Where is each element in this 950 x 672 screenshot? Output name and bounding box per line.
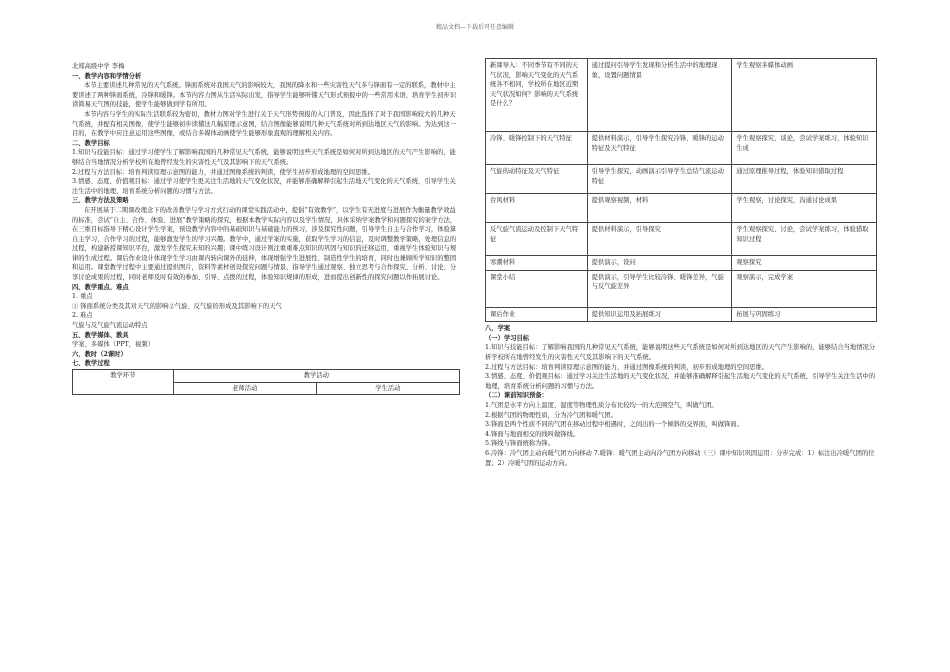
section-3-title: 三、教学方法及策略 [72, 197, 129, 205]
knowledge-line-4: 4.锋面与地面相交的线叫做锋线。 [485, 430, 580, 438]
section-1-paragraph-1: 本节主要讲述几种常见的天气系统。锋面系统对我国天气的影响较大，我国的降水和一些灾害性天气多与锋面有一定的联系，教材中主要讲述了两种锋面系统，冷锋和暖锋。本节内容力图从生活实际出发，指导学生能够听懂天气形式预报中的一些常用术语，培育学生初步识读简易天气图的技能，使学生能够做到学有所用。 [72, 82, 457, 109]
author-line: 北郑高级中学 李梅 [72, 63, 125, 70]
table-cell: 学生观察探究、谈论，尝试学案练习，体验知识生成 [732, 132, 877, 165]
table-cell: 拓展与巩固练习 [732, 307, 877, 322]
section-4-line-2: ① 锋面系统分类及其对天气的影响②气旋、反气旋的形成及其影响下的天气 [72, 302, 282, 310]
table-row [486, 165, 877, 194]
table-cell: 观察演示，完成学案 [732, 270, 877, 307]
table-cell: 观察探究 [732, 256, 877, 271]
section-8-subtitle-1: （一）学习目标 [485, 334, 530, 342]
table-cell: 新课导入：不同季节有不同的天气状况，影响天气变化的天气系统各不相同，学校所在地区近期天气状况如何？影响的天气系统是什么？ [486, 59, 588, 132]
section-5-title: 五、教学媒体、教具 [72, 331, 129, 339]
section-2-item-3: 3.情感、态度、价值观目标：通过学习使学生更关注生活地的天气变化状况，并能够准确解释引起生活地天气变化的天气系统，引导学生关注生活中的地理，培育系统分析问题的习惯与方法。 [72, 178, 456, 195]
table-cell: 学生观察，讨论探究，沟通讨论成果 [732, 194, 877, 223]
table-cell: 气旋的动特征及天气特征 [486, 165, 588, 194]
table-cell: 台风材料 [486, 194, 588, 223]
study-plan [485, 324, 877, 468]
table-cell: 课后作业 [486, 307, 588, 322]
table-cell: 学生观察探究、讨论，尝试学案练习，体验猎取知识过程 [732, 223, 877, 256]
section-8-title: 八、学案 [485, 325, 511, 333]
knowledge-line-2: 2.根据气团的物理性质，分为冷气团和暖气团。 [485, 411, 617, 419]
table-row [486, 223, 877, 256]
right-column [485, 58, 877, 468]
table-cell: 提供材料演示，引导探究 [587, 223, 732, 256]
section-4-line-4: 气旋与反气旋气流运动特点 [72, 322, 148, 330]
table-cell: 反气旋气流运动及控制下天气特征 [486, 223, 588, 256]
lesson-activity-table [485, 58, 877, 322]
left-column [72, 62, 460, 395]
section-7-title: 七、教学过程 [72, 360, 110, 368]
table-cell: 提供观察视频，材料 [587, 194, 732, 223]
section-8-subtitle-2: （二）课前知识预备： [485, 392, 548, 400]
table-row [486, 307, 877, 322]
table-row [486, 270, 877, 307]
knowledge-line-3: 3.锋面是两个性质不同的气团在移动过程中相遇时，之间出的一个倾斜的交界面，叫做锋面。 [485, 421, 743, 429]
table-row [486, 256, 877, 271]
section-4-line-3: 2. 难点 [72, 312, 93, 320]
table-row [486, 194, 877, 223]
table-cell: 寒潮材料 [486, 256, 588, 271]
table-cell: 提供材料演示，引导学生探究冷锋、暖锋的运动特征及天气特征 [587, 132, 732, 165]
section-3-paragraph: 在开展基于二期课改理念下的改善教学与学习方式行动的课堂实践活动中，提倡“有效教学”，以学生有无进度与进展作为衡量教学效益的标准，尝试“自主、合作、体验、进展”教学策略的探究，根据本教学实际内容以及学生情况，具体采纳学案教学和问题探究的案学方法，在三维目标指导下精心设计学生学案，预设教学内容中的基础知识与基础能力的预习，涉及探究性问题，引导学生自主与合作学习，体验算自主学习、合作学习的过程，能够激发学生的学习兴趣。教学中，通过学案的实施，获取学生学习的信息，及时调整教学策略，处理信息的过程，构建新授课知识平台，激发学生探究未知的兴趣；课中练习设计则注重重难点知识的巩固与知识的迁移运用，重视学生体验知识与规律的生成过程。课后作业设计体现学生学习由课内转向课外的延伸，体现增强学生进展性、制造性学生的培育，同时也兼顾所学知识的整固和运用。课堂教学过程中主要通过提供图片，资料等素材创设探究问题与情景，指导学生通过观察、独立思考与合作探究、分析、讨论、分享讨论成果的过程，同时老师及时有效的参加、引导、点拨的过程，体验知识规律的形成，进而提出创新性的探究问题以作拓展讨论。 [72, 206, 457, 282]
table-cell: 学生观察多媒体动画 [732, 59, 877, 132]
section-4-title: 四、教学重点、难点 [72, 283, 129, 291]
table-cell: 课堂小结 [486, 270, 588, 307]
table-row [486, 59, 877, 132]
header-note: 精品文档---下载后可任意编辑 [435, 24, 515, 31]
table-cell: 提供演示，设问 [587, 256, 732, 271]
section-5-line-1: 学案、多媒体（PPT，视频） [72, 341, 154, 349]
table-cell: 引导学生探究，动画演示引导学生总结气流运动特征 [587, 165, 732, 194]
section-2-item-1: 1.知识与技能目标：通过学习使学生了解影响我国的几种常见天气系统，能够说明这些天气系统是如何对所到达地区的天气产生影响的，能够结合当地情况分析学校所在地曾经发生的灾害性天气及其影响下的天气系统。 [72, 149, 456, 166]
table-cell: 通过提问引导学生发现和分析生活中的地理现象，设置问题情景 [587, 59, 732, 132]
section-1-paragraph-2: 本节内容与学生的实际生活联系较为密切，教材力图对学生进行关于天气形势预报的入门普及，因此选择了对于我国影响较大的几种天气系统，并配有相关图像，使学生能够初步读懂这几幅原理示意图，结合图像能够说明几种天气系统对所到达地区天气的影响。为达到这一目的，在教学中应注意运用这些图像，或结合多媒体动画使学生能够形象直观的理解相关内容。 [72, 110, 457, 138]
process-table-header-stage: 教学环节 [73, 370, 174, 395]
table-cell: 冷锋、暖锋控制下的天气特征 [486, 132, 588, 165]
section-8-item-1: 1.知识与技能目标：了解影响我国的几种常见天气系统，能够说明这些天气系统是如何对所到达地区的天气产生影响的，能够结合当地情况分析学校所在地曾经发生的灾害性天气及其影响下的天气系统。 [485, 344, 876, 361]
table-cell: 提供演示，引导学生比较冷锋、暖锋差异，气旋与反气旋差异 [587, 270, 732, 307]
process-table [72, 369, 460, 395]
table-row [486, 132, 877, 165]
process-table-header-teacher: 老师活动 [173, 382, 316, 395]
section-8-item-2: 2.过程与方法目标：培育判读原理示意图的能力，并通过图像系统的判读，初步形成地理的空间思维。 [485, 363, 769, 371]
table-cell: 提供知识运用及拓展练习 [587, 307, 732, 322]
process-table-header-activity: 教学活动 [173, 370, 459, 383]
knowledge-line-5: 5.锋线与锋面统称为锋。 [485, 440, 554, 448]
section-6-title: 六、教时（2课时） [72, 350, 127, 358]
section-8-item-3: 3.情感、态度、价值观目标：通过学习关注生活地的天气变化状况，并能够准确解释引起生活地天气变化的天气系统，引导学生关注生活中的地理，培育系统分析问题的习惯与方法。 [485, 373, 876, 390]
table-cell: 通过原理推导过程，体验知识猎取过程 [732, 165, 877, 194]
knowledge-line-6: 6.冷锋：冷气团主动向暖气团方向移动 7.暖锋：暖气团主动向冷气团方向移动（三）课中知识巩固运用：分步完成：1）标注出冷暖气团的位置；2）冷暖气团的运动方向。 [485, 449, 875, 467]
section-2-item-2: 2.过程与方法目标：培育判读原理示意图的能力，并通过图像系统的判读，使学生初步形成地理的空间思维。 [72, 168, 374, 176]
knowledge-line-1: 1.气团是水平方向上温度、湿度等物理性质分布比较均一的大范围空气，叫做气团。 [485, 401, 718, 409]
section-1-title: 一、教学内容和学情分析 [72, 72, 142, 80]
section-4-line-1: 1. 重点 [72, 293, 93, 301]
process-table-header-student: 学生活动 [316, 382, 459, 395]
section-2-title: 二、教学目标 [72, 139, 110, 147]
